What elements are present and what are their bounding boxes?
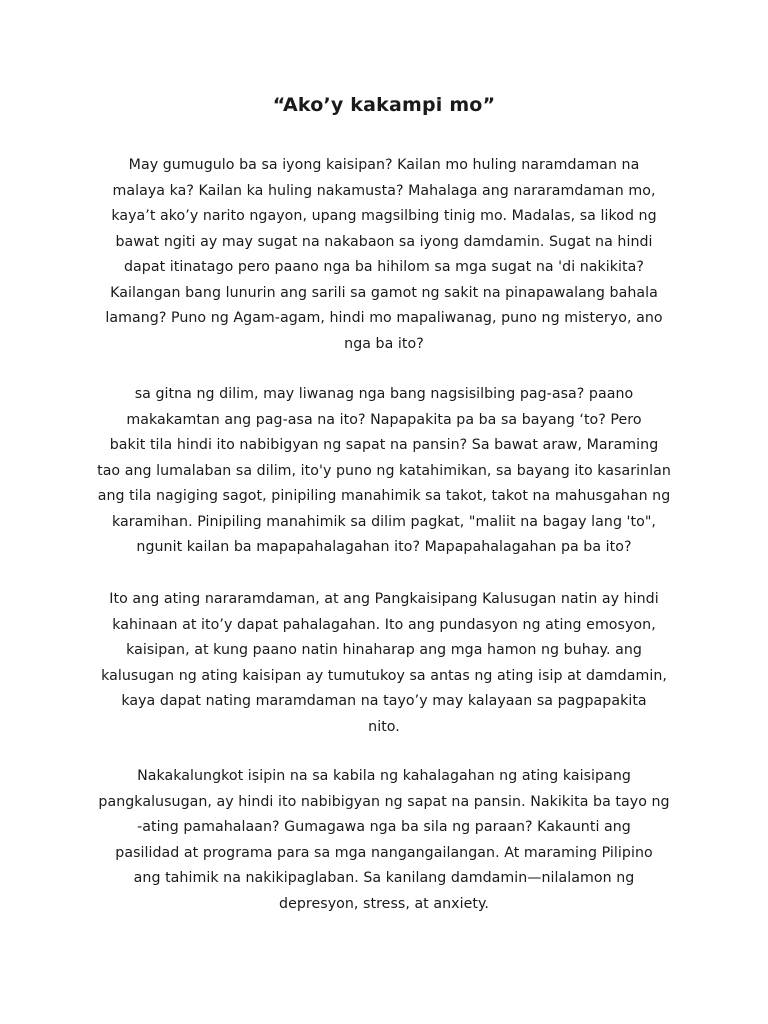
paragraph-4 — [84, 764, 684, 917]
text-line: pangkalusugan, ay hindi ito nabibigyan ng sapat na pansin. Nakikita ba tayo ng — [98, 793, 670, 810]
document-title: “Ako’y kakampi mo” — [272, 94, 496, 116]
text-line: -ating pamahalaan? Gumagawa nga ba sila ng paraan? Kakaunti ang — [137, 819, 631, 835]
text-line: kaya dapat nating maramdaman na tayo’y may kalayaan sa pagpapakita — [121, 693, 647, 709]
text-line: dapat itinatago pero paano nga ba hihilom sa mga sugat na 'di nakikita? — [124, 259, 644, 275]
text-line: bawat ngiti ay may sugat na nakabaon sa iyong damdamin. Sugat na hindi — [115, 233, 653, 250]
text-line: pasilidad at programa para sa mga nangangailangan. At maraming Pilipino — [115, 844, 653, 861]
paragraph-3 — [84, 587, 684, 740]
text-line: ngunit kailan ba mapapahalagahan ito? Mapapahalagahan pa ba ito? — [136, 539, 632, 555]
text-line: karamihan. Pinipiling manahimik sa dilim pagkat, "maliit na bagay lang 'to", — [112, 513, 656, 530]
text-line: sa gitna ng dilim, may liwanag nga bang nagsisilbing pag-asa? paano — [134, 386, 634, 402]
text-line: nito. — [368, 718, 400, 735]
text-line: makakamtan ang pag-asa na ito? Napapakita pa ba sa bayang ‘to? Pero — [126, 411, 642, 428]
text-line: depresyon, stress, at anxiety. — [279, 895, 489, 912]
text-line: bakit tila hindi ito nabibigyan ng sapat na pansin? Sa bawat araw, Maraming — [109, 437, 659, 453]
text-line: kalusugan ng ating kaisipan ay tumutukoy sa antas ng ating isip at damdamin, — [101, 667, 667, 684]
text-line: Ito ang ating nararamdaman, at ang Pangkaisipang Kalusugan natin ay hindi — [109, 591, 659, 607]
text-line: Nakakalungkot isipin na sa kabila ng kahalagahan ng ating kaisipang — [137, 768, 631, 784]
text-line: ang tila nagiging sagot, pinipiling manahimik sa takot, takot na mahusgahan ng — [97, 488, 671, 504]
text-line: nga ba ito? — [344, 335, 424, 352]
text-line: kahinaan at ito’y dapat pahalagahan. Ito ang pundasyon ng ating emosyon, — [112, 616, 656, 633]
text-line: ang tahimik na nakikipaglaban. Sa kanilang damdamin—nilalamon ng — [133, 870, 635, 886]
paragraph-2 — [84, 382, 684, 561]
paragraph-1 — [84, 153, 684, 357]
text-line: tao ang lumalaban sa dilim, ito'y puno ng katahimikan, sa bayang ito kasarinlan — [97, 462, 671, 479]
text-line: malaya ka? Kailan ka huling nakamusta? Mahalaga ang nararamdaman mo, — [112, 182, 656, 199]
text-line: Kailangan bang lunurin ang sarili sa gamot ng sakit na pinapawalang bahala — [110, 284, 658, 301]
text-line: lamang? Puno ng Agam-agam, hindi mo mapaliwanag, puno ng misteryo, ano — [105, 310, 663, 326]
text-line: kaya’t ako’y narito ngayon, upang magsilbing tinig mo. Madalas, sa likod ng — [111, 208, 657, 224]
text-line: kaisipan, at kung paano natin hinaharap ang mga hamon ng buhay. ang — [126, 642, 642, 658]
text-line: May gumugulo ba sa iyong kaisipan? Kailan mo huling naramdaman na — [128, 157, 640, 173]
